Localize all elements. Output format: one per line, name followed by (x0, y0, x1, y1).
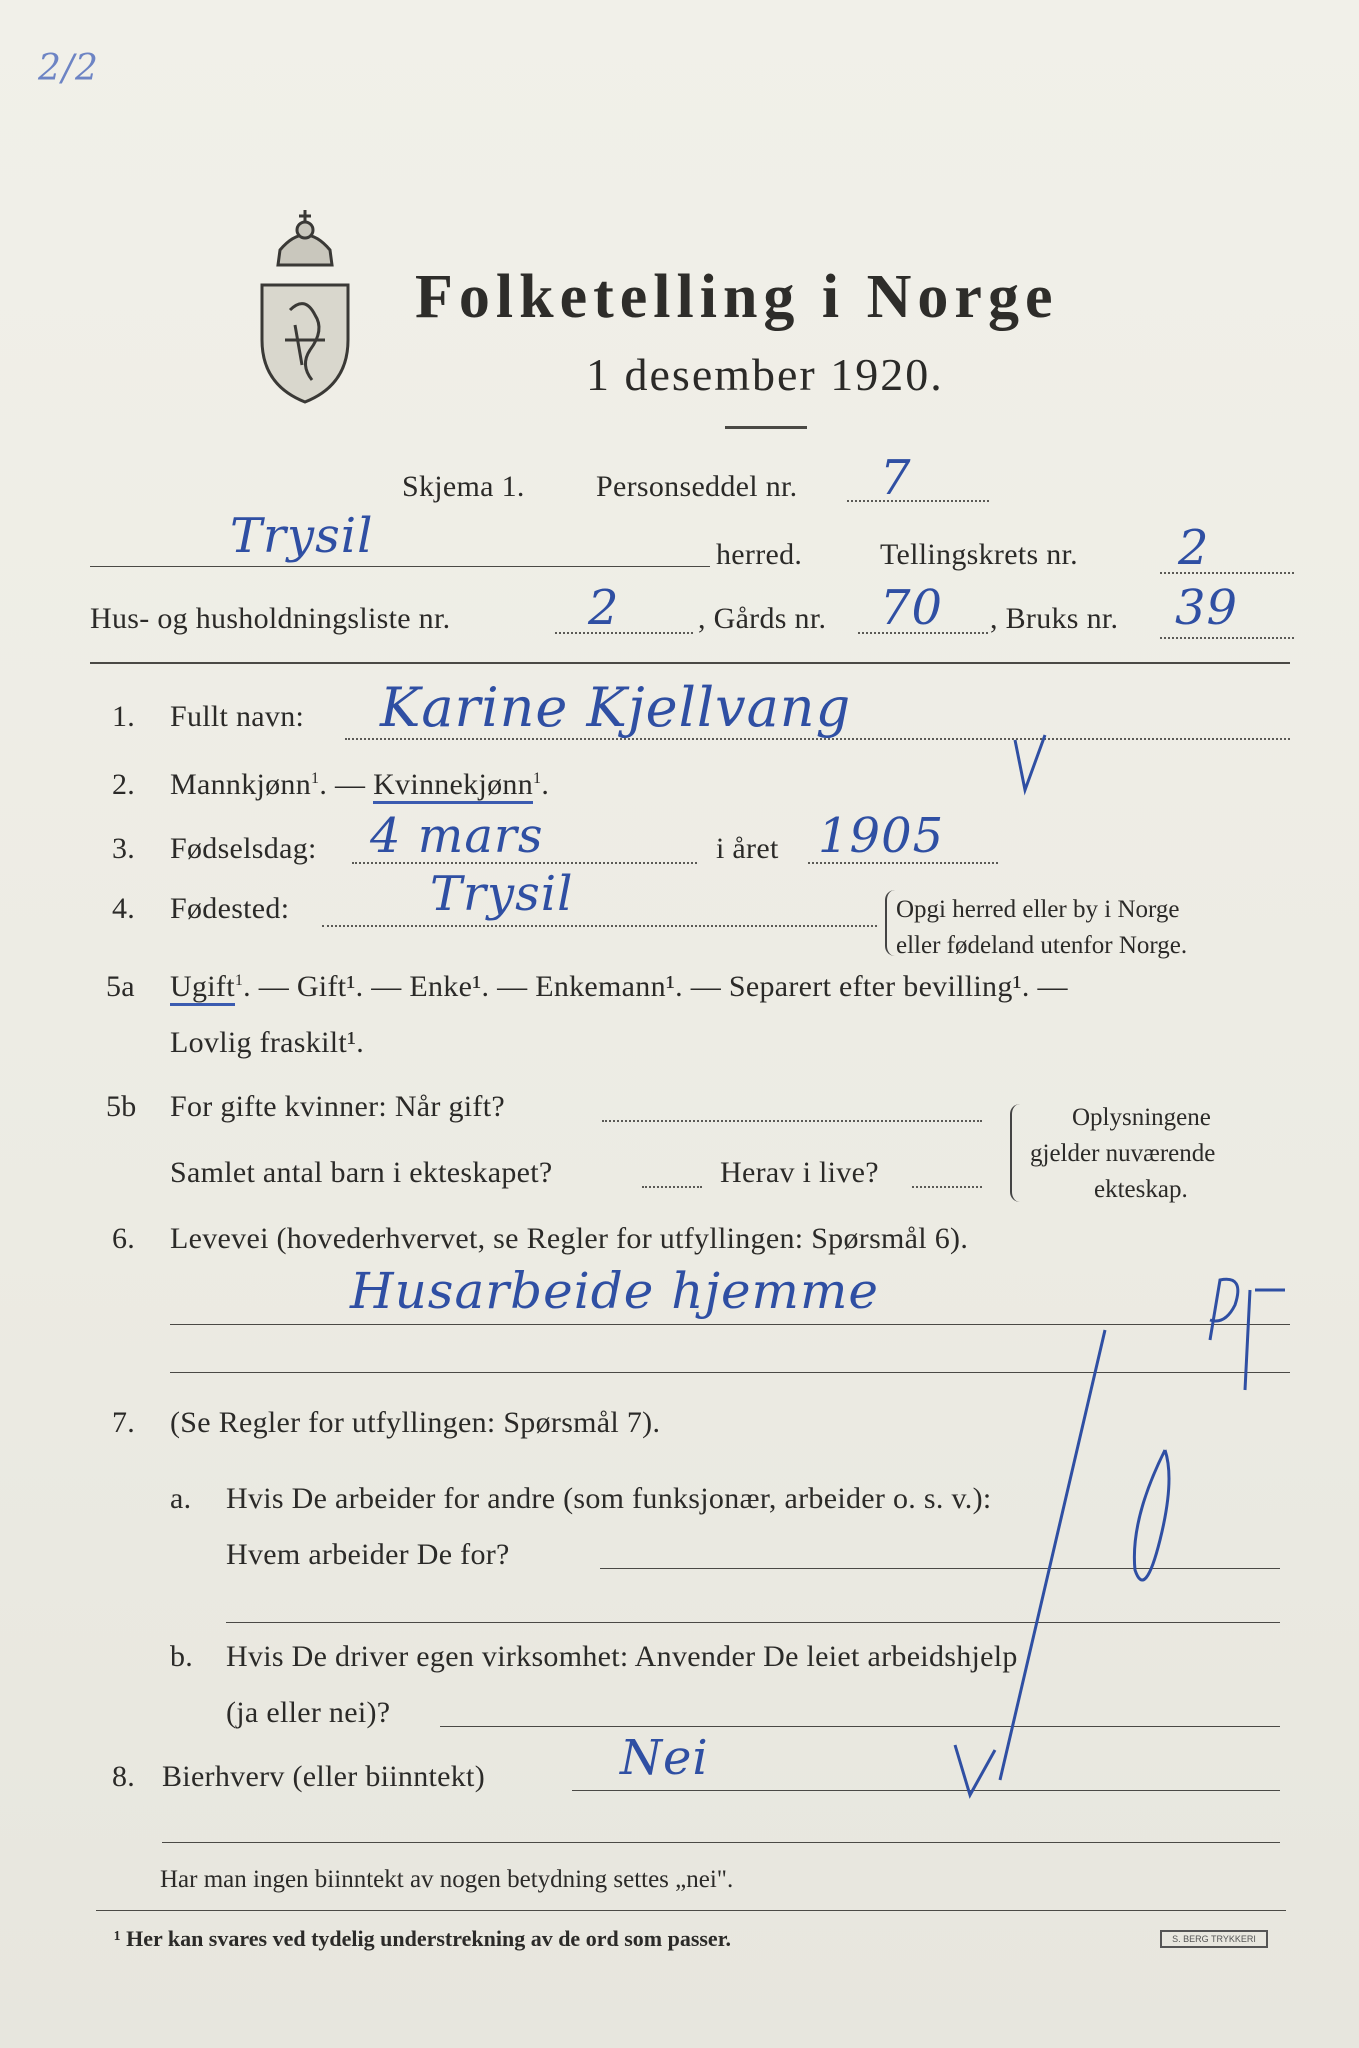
skjema-label: Skjema 1. (402, 470, 525, 503)
personseddel-label: Personseddel nr. (596, 470, 798, 503)
census-date: 1 desember 1920. (586, 349, 944, 400)
q3-label: Fødselsdag: (170, 832, 317, 865)
occupation-value[interactable]: Husarbeide hjemme (350, 1262, 879, 1320)
q5b-line1: For gifte kvinner: Når gift? (170, 1090, 505, 1123)
q7a-text: Hvis De arbeider for andre (som funksjonær, arbeider o. s. v.): (226, 1482, 992, 1515)
herred-value[interactable]: Trysil (230, 508, 374, 564)
q5b-alive-line (912, 1186, 982, 1188)
birth-day-value[interactable]: 4 mars (370, 808, 544, 864)
q4-label: Fødested: (170, 892, 290, 925)
pen-stroke-mark (960, 1320, 1220, 1790)
tellingskrets-value[interactable]: 2 (1178, 520, 1210, 576)
q7a-text2: Hvem arbeider De for? (226, 1538, 510, 1571)
q4-note-2: eller fødeland utenfor Norge. (896, 932, 1188, 959)
q8-checkmark-icon (950, 1740, 1000, 1800)
q2-end: . (541, 768, 550, 801)
q1-label: Fullt navn: (170, 700, 305, 733)
q6-number: 6. (112, 1222, 136, 1255)
q7b-text2: (ja eller nei)? (226, 1696, 391, 1729)
q5a-number: 5a (106, 970, 135, 1003)
q8-label: Bierhverv (eller biinntekt) (162, 1760, 485, 1793)
q5b-note-3: ekteskap. (1094, 1176, 1188, 1203)
hus-line (555, 632, 693, 634)
year-label: i året (716, 832, 779, 865)
corner-mark: 2/2 (38, 48, 99, 89)
footnote: ¹ Her kan svares ved tydelig understrekning av de ord som passer. (114, 1926, 731, 1951)
footer-divider (96, 1910, 1286, 1911)
personseddel-value[interactable]: 7 (880, 450, 912, 506)
birthplace-value[interactable]: Trysil (430, 866, 574, 922)
bruks-value[interactable]: 39 (1175, 580, 1239, 636)
q2-separator: . — (319, 768, 366, 801)
herred-line (90, 566, 710, 567)
q7-number: 7. (112, 1406, 136, 1439)
gards-value[interactable]: 70 (880, 580, 944, 636)
kvinnekjonn-option[interactable]: Kvinnekjønn (373, 768, 533, 804)
bruks-label: , Bruks nr. (990, 602, 1119, 635)
q4-line (322, 925, 877, 927)
title-divider (725, 426, 807, 429)
q5b-note-1: Oplysningene (1072, 1104, 1211, 1131)
page-title: Folketelling i Norge (415, 263, 1059, 331)
q6-label: Levevei (hovederhvervet, se Regler for utfyllingen: Spørsmål 6). (170, 1222, 969, 1255)
q4-note-1: Opgi herred eller by i Norge (896, 896, 1180, 923)
q2-mann: Mannkjønn$^1$. — Kvinnekjønn$^1$. (170, 768, 549, 802)
side-income-value[interactable]: Nei (620, 1730, 709, 1786)
q7a-letter: a. (170, 1482, 192, 1515)
hus-label: Hus- og husholdningsliste nr. (90, 602, 451, 635)
q5a-line2: Lovlig fraskilt¹. (170, 1026, 365, 1059)
q5b-married-line (602, 1120, 982, 1122)
q8-line-2 (162, 1842, 1280, 1843)
q3-number: 3. (112, 832, 136, 865)
ugift-option[interactable]: Ugift (170, 970, 235, 1006)
tellingskrets-label: Tellingskrets nr. (880, 538, 1078, 571)
herred-label: herred. (716, 538, 803, 571)
bruks-line (1160, 637, 1294, 639)
q5b-bracket (1010, 1104, 1022, 1202)
q5a-other-options: . — Gift¹. — Enke¹. — Enkemann¹. — Separert efter bevilling¹. — (243, 970, 1068, 1003)
section-divider (90, 662, 1290, 664)
hus-value[interactable]: 2 (588, 580, 620, 636)
q5b-children-label: Samlet antal barn i ekteskapet? (170, 1156, 553, 1189)
q2-number: 2. (112, 768, 136, 801)
checkmark-icon (1010, 730, 1050, 800)
q4-number: 4. (112, 892, 136, 925)
footer-note: Har man ingen biinntekt av nogen betydning settes „nei". (160, 1866, 734, 1893)
q5b-note-2: gjelder nuværende (1030, 1140, 1216, 1167)
q1-number: 1. (112, 700, 136, 733)
birth-year-value[interactable]: 1905 (818, 808, 945, 864)
coat-of-arms-icon (250, 190, 360, 410)
printer-stamp: S. BERG TRYKKERI (1160, 1930, 1268, 1948)
q7-label: (Se Regler for utfyllingen: Spørsmål 7). (170, 1406, 661, 1439)
q7b-letter: b. (170, 1640, 194, 1673)
q7b-text: Hvis De driver egen virksomhet: Anvender De leiet arbeidshjelp (226, 1640, 1018, 1673)
full-name-value[interactable]: Karine Kjellvang (380, 676, 852, 739)
q5b-number: 5b (106, 1090, 137, 1123)
q8-number: 8. (112, 1760, 136, 1793)
q8-line-1 (572, 1790, 1280, 1791)
q5b-children-line (642, 1186, 702, 1188)
q5b-alive-label: Herav i live? (720, 1156, 879, 1189)
q5a-options: Ugift$^1$. — Gift¹. — Enke¹. — Enkemann¹. — Separert efter bevilling¹. — (170, 970, 1068, 1004)
mannkjonn-option[interactable]: Mannkjønn (170, 768, 312, 801)
gards-label: , Gårds nr. (698, 602, 827, 635)
personseddel-line (847, 500, 989, 502)
